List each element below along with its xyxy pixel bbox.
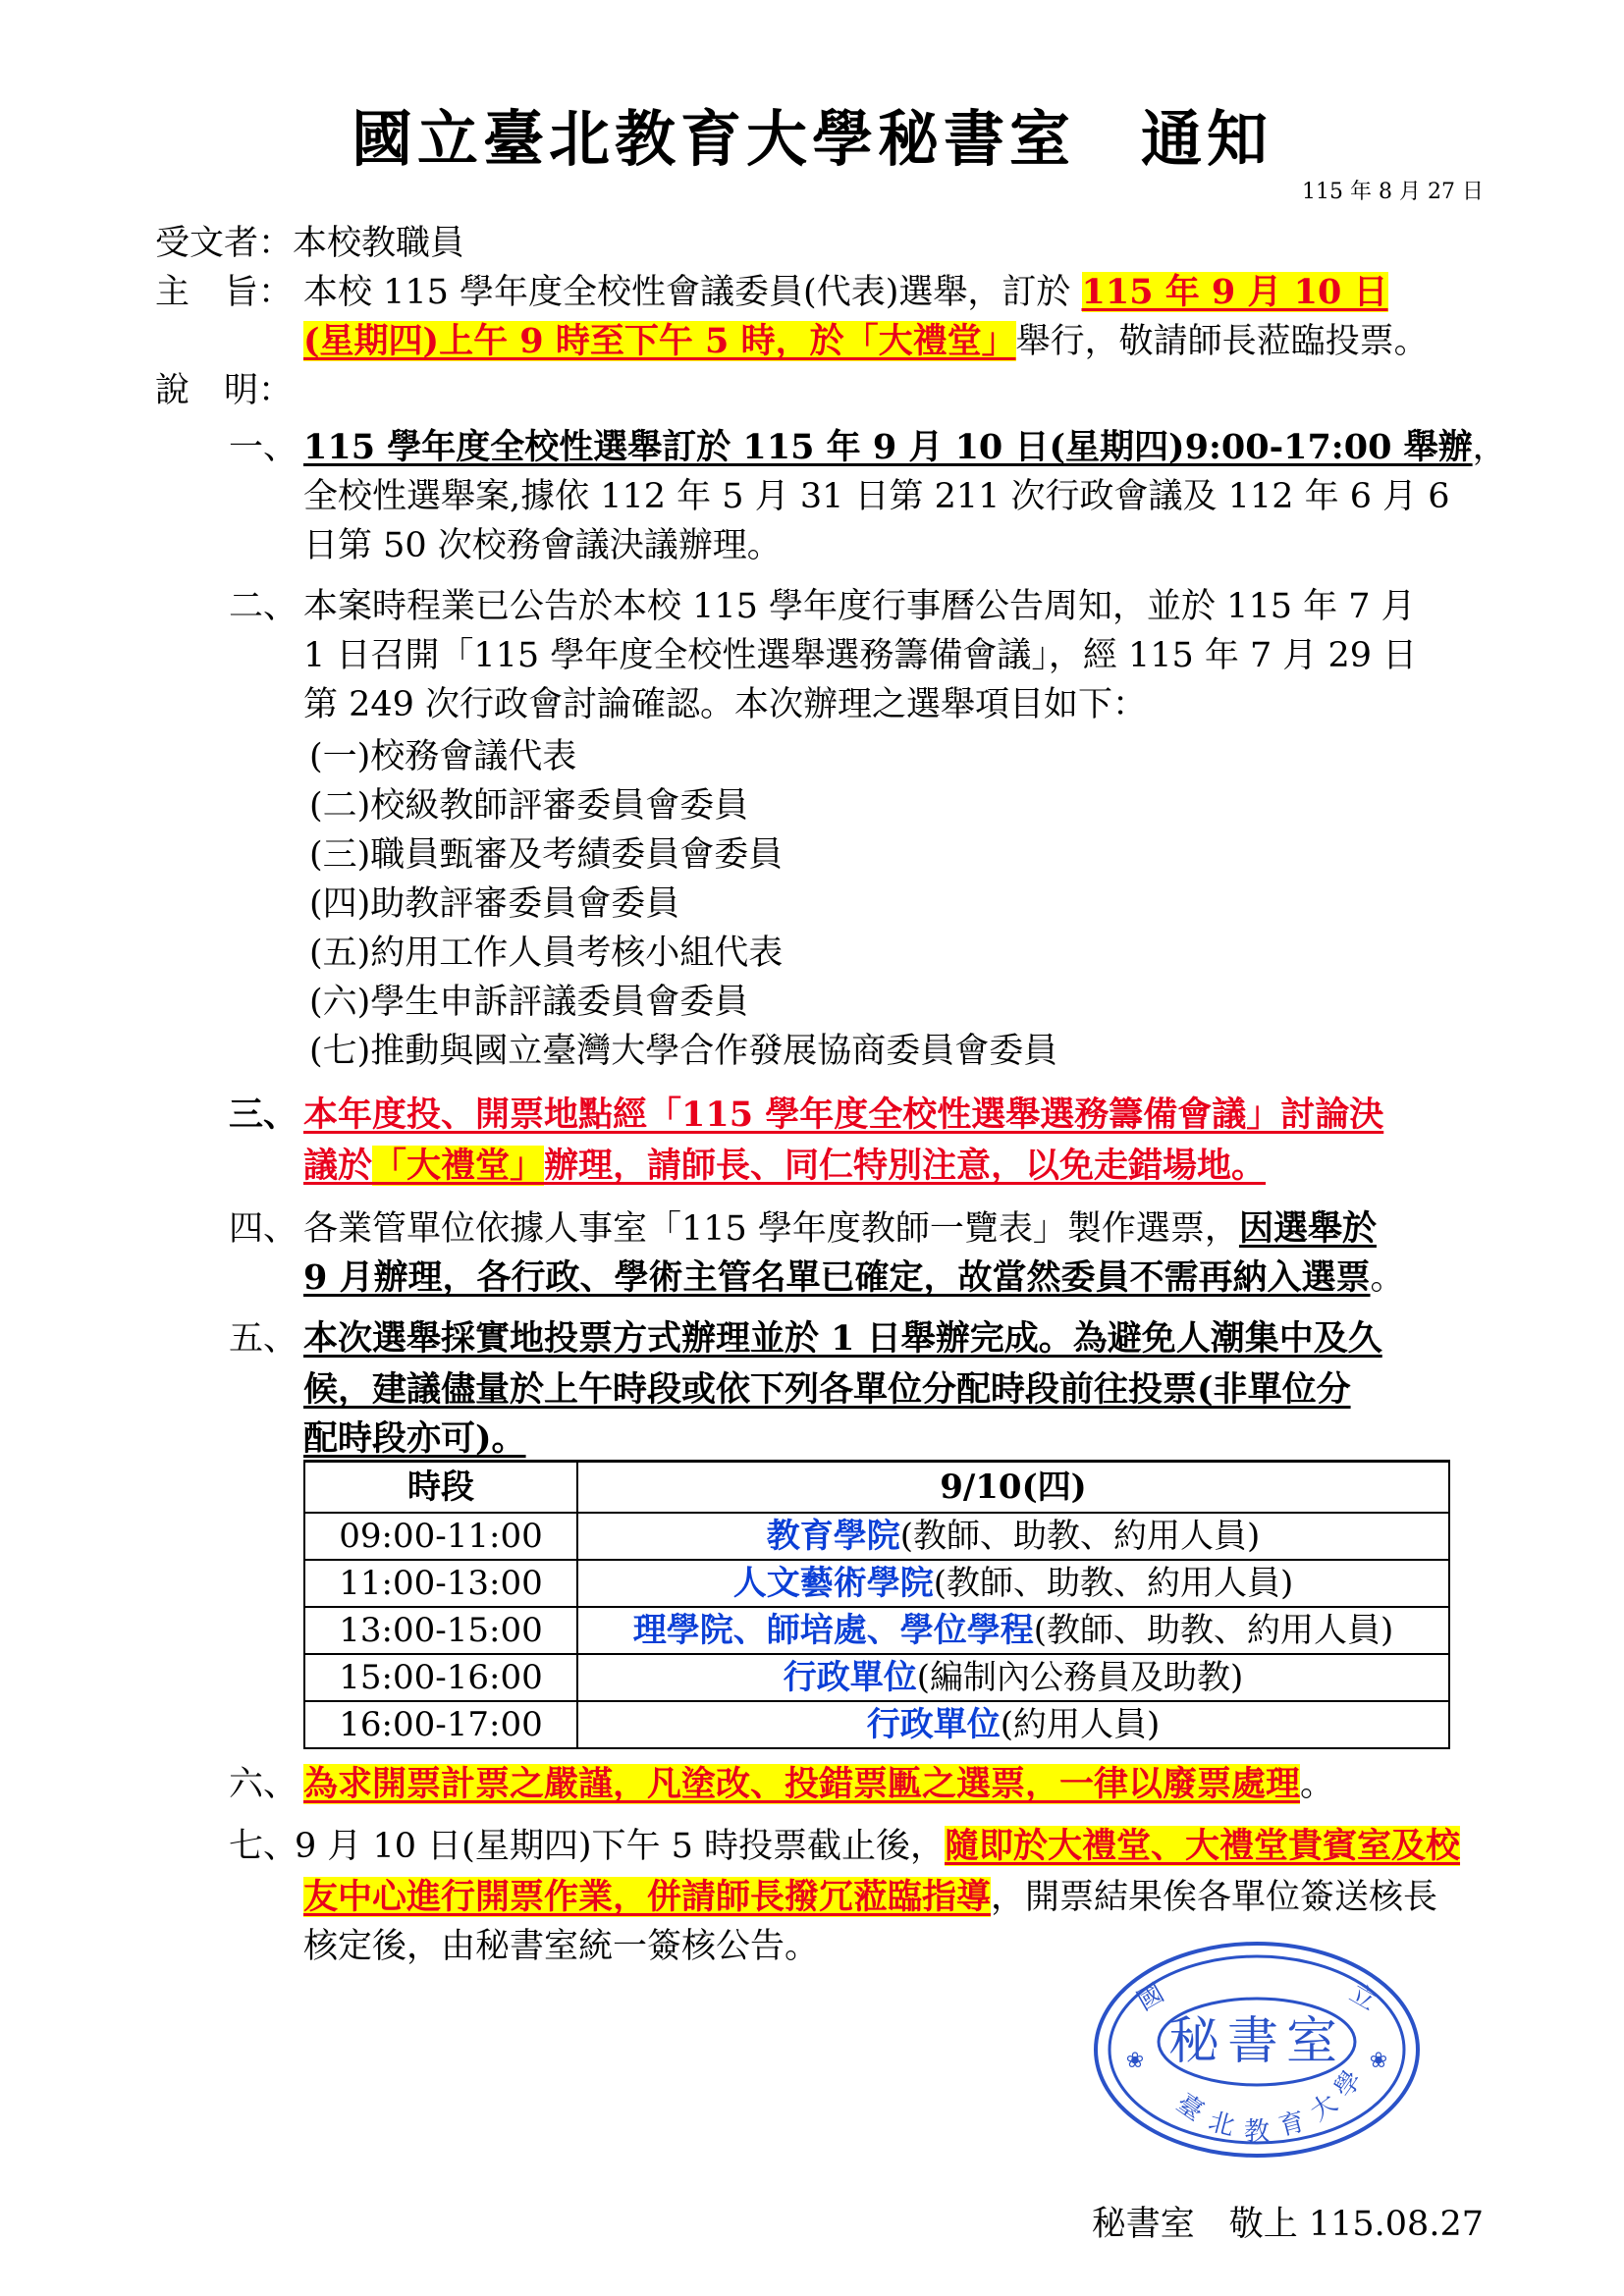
election-item: (一)校務會議代表 bbox=[309, 737, 577, 776]
point4-line-1 bbox=[303, 1203, 1377, 1255]
point3-line-2 bbox=[303, 1141, 1266, 1192]
table-header-row bbox=[304, 1462, 1449, 1514]
explanation-label: 說 明： bbox=[155, 371, 294, 410]
point6-tail: 。 bbox=[1300, 1765, 1335, 1804]
point4-bold: 因選舉於 bbox=[1238, 1208, 1377, 1249]
table-row bbox=[304, 1513, 1449, 1560]
point5-line-1: 本次選舉採實地投票方式辦理並於 1 日舉辦完成。為避免人潮集中及久 bbox=[303, 1318, 1382, 1359]
time-slot: 16:00-17:00 bbox=[304, 1701, 577, 1748]
point1-line-1 bbox=[303, 422, 1507, 473]
page-title: 國立臺北教育大學秘書室 通知 bbox=[351, 103, 1272, 175]
table-row bbox=[304, 1701, 1449, 1748]
unit-cell bbox=[577, 1607, 1449, 1654]
point3-venue-highlight: 「大禮堂」 bbox=[372, 1146, 545, 1186]
time-slot: 11:00-13:00 bbox=[304, 1560, 577, 1607]
time-slot: 13:00-15:00 bbox=[304, 1607, 577, 1654]
subject-date-highlight: 115 年 9 月 10 日 bbox=[1081, 272, 1388, 312]
point7-number: 七、 bbox=[229, 1827, 298, 1866]
unit-note: (編制內公務員及助教) bbox=[916, 1658, 1244, 1697]
subject-line-2 bbox=[303, 316, 1429, 367]
unit-note: (教師、助教、約用人員) bbox=[899, 1517, 1261, 1556]
unit-cell bbox=[577, 1560, 1449, 1607]
svg-text:❀: ❀ bbox=[1369, 2049, 1388, 2073]
unit-name: 人文藝術學院 bbox=[732, 1564, 934, 1603]
point3-number: 三、 bbox=[229, 1095, 298, 1135]
svg-text:北: 北 bbox=[1205, 2107, 1238, 2143]
subject-line-1 bbox=[303, 267, 1388, 318]
point1-line-3: 日第 50 次校務會議決議辦理。 bbox=[303, 526, 782, 565]
table-header-date: 9/10(四) bbox=[577, 1462, 1449, 1514]
point6-number: 六、 bbox=[229, 1765, 298, 1804]
subject-text-a: 本校 115 學年度全校性會議委員(代表)選舉，訂於 bbox=[303, 273, 1082, 312]
recipient-line bbox=[155, 218, 464, 269]
point7-text-b: ，開票結果俟各單位簽送核長 bbox=[991, 1878, 1438, 1917]
election-item: (四)助教評審委員會委員 bbox=[309, 884, 680, 924]
svg-text:學: 學 bbox=[1328, 2065, 1369, 2104]
point5-line-3: 配時段亦可)。 bbox=[303, 1418, 526, 1459]
point1-bold: 115 學年度全校性選舉訂於 115 年 9 月 10 日(星期四)9:00-17:00 舉辦 bbox=[303, 427, 1473, 467]
svg-text:秘書室: 秘書室 bbox=[1167, 2012, 1346, 2071]
svg-text:國: 國 bbox=[1132, 1978, 1169, 2017]
point3-text-b: 辦理，請師長、同仁特別注意，以免走錯場地。 bbox=[544, 1146, 1267, 1186]
election-item: (二)校級教師評審委員會委員 bbox=[309, 786, 749, 826]
point2-line-2: 1 日召開「115 學年度全校性選舉選務籌備會議」，經 115 年 7 月 29 日 bbox=[303, 636, 1418, 675]
point1-line-2: 全校性選舉案,據依 112 年 5 月 31 日第 211 次行政會議及 112 年 6 月 6 bbox=[303, 477, 1450, 516]
point4-bold-2: 9 月辦理，各行政、學術主管名單已確定，故當然委員不需再納入選票 bbox=[303, 1257, 1371, 1298]
point7-line-3: 核定後，由秘書室統一簽核公告。 bbox=[303, 1927, 820, 1966]
unit-cell bbox=[577, 1654, 1449, 1701]
point5-line-2: 候，建議儘量於上午時段或依下列各單位分配時段前往投票(非單位分 bbox=[303, 1369, 1351, 1410]
subject-time-highlight: (星期四)上午 9 時至下午 5 時，於「大禮堂」 bbox=[303, 321, 1016, 361]
voting-schedule-table bbox=[303, 1460, 1450, 1749]
election-item: (七)推動與國立臺灣大學合作發展協商委員會委員 bbox=[309, 1032, 1058, 1071]
table-row bbox=[304, 1560, 1449, 1607]
point2-number: 二、 bbox=[229, 587, 298, 626]
table-row bbox=[304, 1654, 1449, 1701]
point3-line-1: 本年度投、開票地點經「115 學年度全校性選舉選務籌備會議」討論決 bbox=[303, 1095, 1384, 1135]
point5-number: 五、 bbox=[229, 1319, 298, 1359]
point6-line bbox=[303, 1759, 1334, 1810]
svg-text:❀: ❀ bbox=[1125, 2049, 1145, 2073]
unit-note: (教師、助教、約用人員) bbox=[1033, 1611, 1394, 1650]
unit-note: (約用人員) bbox=[1000, 1705, 1161, 1744]
unit-name: 行政單位 bbox=[866, 1705, 1001, 1744]
signature: 秘書室 敬上 115.08.27 bbox=[1091, 2205, 1484, 2244]
svg-text:立: 立 bbox=[1344, 1978, 1381, 2017]
unit-cell bbox=[577, 1701, 1449, 1748]
unit-name: 行政單位 bbox=[783, 1658, 917, 1697]
point7-highlight-1: 隨即於大禮堂、大禮堂貴賓室及校 bbox=[945, 1826, 1461, 1866]
point2-line-1: 本案時程業已公告於本校 115 學年度行事曆公告周知，並於 115 年 7 月 bbox=[303, 587, 1416, 626]
point4-tail: 。 bbox=[1370, 1258, 1405, 1298]
point1-number: 一、 bbox=[229, 428, 298, 467]
time-slot: 09:00-11:00 bbox=[304, 1513, 577, 1560]
election-item: (六)學生申訴評議委員會委員 bbox=[309, 983, 749, 1022]
point7-line-1 bbox=[295, 1821, 1460, 1872]
point4-line-2 bbox=[303, 1253, 1405, 1304]
time-slot: 15:00-16:00 bbox=[304, 1654, 577, 1701]
point4-text-a: 各業管單位依據人事室「115 學年度教師一覽表」製作選票， bbox=[303, 1209, 1239, 1249]
recipient-value: 本校教職員 bbox=[293, 224, 465, 263]
recipient-label: 受文者： bbox=[155, 224, 294, 263]
official-seal-stamp bbox=[1092, 1940, 1422, 2160]
svg-text:大: 大 bbox=[1305, 2088, 1343, 2128]
election-item: (三)職員甄審及考績委員會委員 bbox=[309, 835, 784, 875]
unit-name: 教育學院 bbox=[766, 1517, 900, 1556]
svg-text:教: 教 bbox=[1243, 2117, 1271, 2147]
unit-cell bbox=[577, 1513, 1449, 1560]
svg-text:臺: 臺 bbox=[1170, 2088, 1209, 2128]
point7-line-2 bbox=[303, 1872, 1437, 1923]
point6-highlight: 為求開票計票之嚴謹，凡塗改、投錯票匭之選票，一律以廢票處理 bbox=[303, 1764, 1301, 1804]
election-item: (五)約用工作人員考核小組代表 bbox=[309, 934, 784, 973]
table-row bbox=[304, 1607, 1449, 1654]
subject-text-b: 舉行，敬請師長蒞臨投票。 bbox=[1015, 322, 1429, 361]
unit-note: (教師、助教、約用人員) bbox=[933, 1564, 1294, 1603]
point7-highlight-2: 友中心進行開票作業，併請師長撥冗蒞臨指導 bbox=[303, 1877, 992, 1917]
point3-text-a: 議於 bbox=[303, 1146, 373, 1186]
notice-date: 115 年 8 月 27 日 bbox=[1302, 180, 1484, 204]
point2-line-3: 第 249 次行政會討論確認。本次辦理之選舉項目如下： bbox=[303, 685, 1148, 724]
point1-tail: ， bbox=[1472, 428, 1507, 467]
point4-number: 四、 bbox=[229, 1209, 298, 1249]
table-header-time: 時段 bbox=[304, 1462, 577, 1514]
svg-text:育: 育 bbox=[1275, 2107, 1309, 2143]
subject-label: 主 旨： bbox=[155, 273, 294, 312]
unit-name: 理學院、師培處、學位學程 bbox=[632, 1611, 1034, 1650]
point7-text-a: 9 月 10 日(星期四)下午 5 時投票截止後， bbox=[295, 1827, 946, 1866]
